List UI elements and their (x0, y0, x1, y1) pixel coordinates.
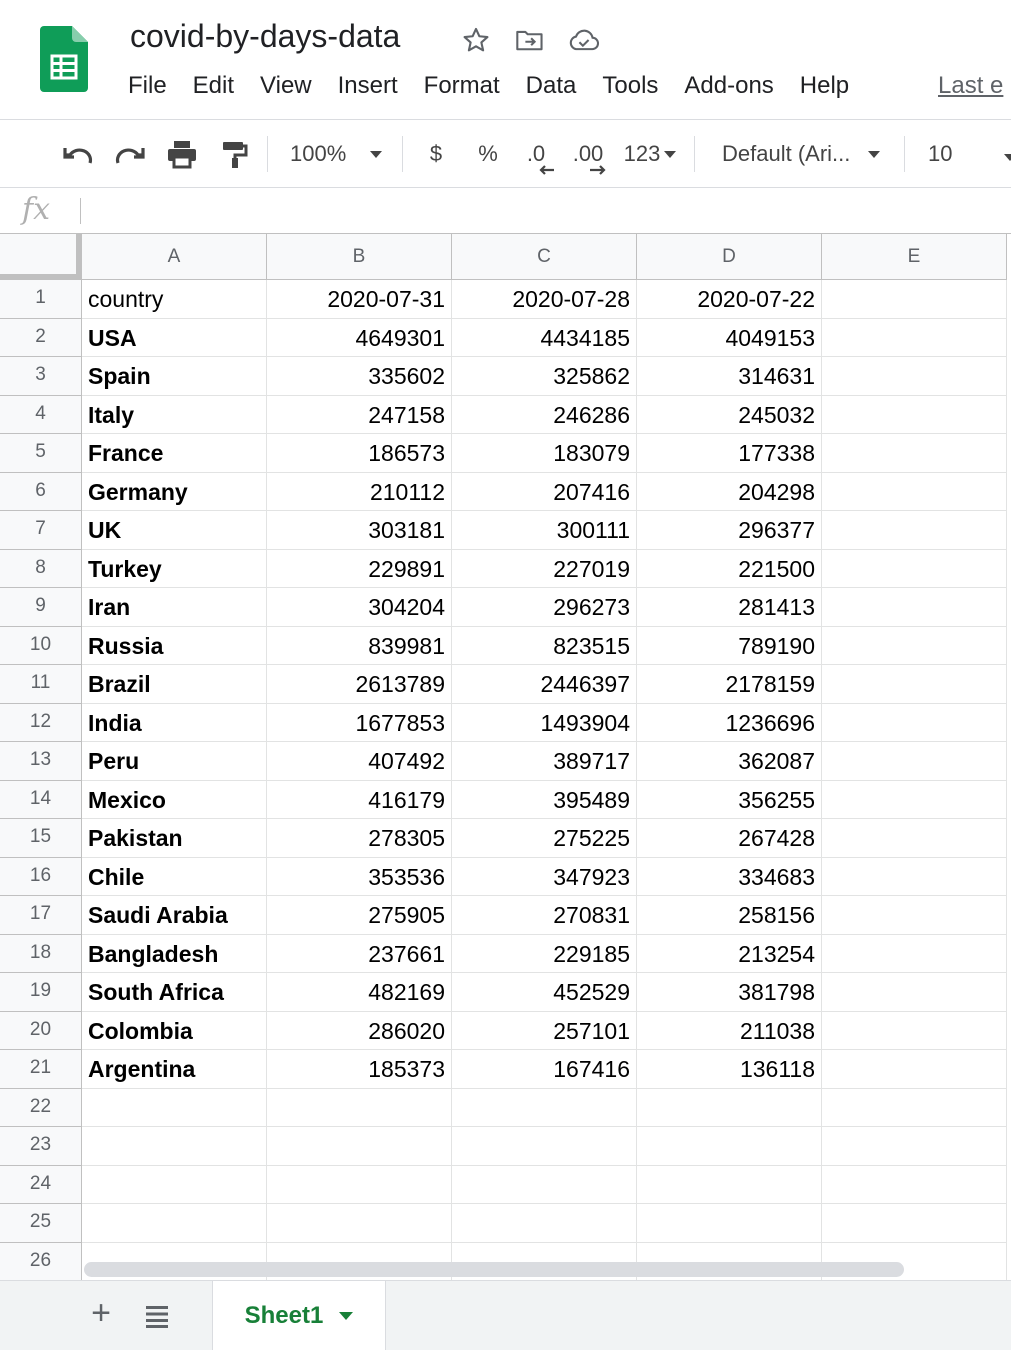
table-row (0, 511, 1011, 550)
font-size-select[interactable] (928, 134, 968, 174)
row-number[interactable]: 18 (0, 935, 82, 974)
table-row (0, 357, 1011, 396)
grid-cell[interactable]: 395489 (452, 781, 637, 820)
grid-cell[interactable]: 839981 (267, 627, 452, 666)
grid-cell[interactable]: Colombia (82, 1012, 267, 1051)
select-all-corner[interactable] (0, 234, 82, 280)
decrease-decimals-label: .0 (526, 141, 546, 166)
grid-cell[interactable]: 229891 (267, 550, 452, 589)
grid-cell[interactable]: Germany (82, 473, 267, 512)
grid-cell[interactable] (822, 781, 1007, 820)
zoom-select[interactable] (290, 134, 390, 174)
star-icon[interactable] (460, 24, 492, 56)
grid-cell[interactable]: 482169 (267, 973, 452, 1012)
grid-cell[interactable]: 2446397 (452, 665, 637, 704)
grid-cell[interactable]: 4434185 (452, 319, 637, 358)
grid-cell[interactable] (822, 588, 1007, 627)
grid-cell[interactable] (822, 1166, 1007, 1205)
row-number[interactable]: 22 (0, 1089, 82, 1128)
table-row (0, 1204, 1011, 1243)
column-header-e[interactable]: E (822, 234, 1007, 280)
grid-cell[interactable] (822, 896, 1007, 935)
grid-cell[interactable] (452, 1204, 637, 1243)
grid-cell[interactable]: 275905 (267, 896, 452, 935)
grid-cell[interactable]: UK (82, 511, 267, 550)
grid-cell[interactable]: South Africa (82, 973, 267, 1012)
undo-icon[interactable] (58, 134, 98, 174)
grid-cell[interactable]: 296273 (452, 588, 637, 627)
grid-cell[interactable]: 296377 (637, 511, 822, 550)
decrease-decimals-button[interactable] (516, 134, 556, 174)
document-title[interactable]: covid-by-days-data (130, 18, 401, 54)
grid-cell[interactable]: 353536 (267, 858, 452, 897)
grid-cell[interactable] (82, 1127, 267, 1166)
grid-cell[interactable]: 167416 (452, 1050, 637, 1089)
table-row (0, 588, 1011, 627)
chevron-down-icon[interactable] (339, 1312, 353, 1320)
grid-cell[interactable]: Argentina (82, 1050, 267, 1089)
row-number[interactable]: 4 (0, 396, 82, 435)
chevron-down-icon (370, 151, 382, 158)
grid-cell[interactable]: 213254 (637, 935, 822, 974)
table-row (0, 550, 1011, 589)
grid-cell[interactable]: 1493904 (452, 704, 637, 743)
grid-cell[interactable] (637, 1089, 822, 1128)
grid-cell[interactable]: 2613789 (267, 665, 452, 704)
grid-cell[interactable] (267, 1127, 452, 1166)
grid-cell[interactable] (822, 434, 1007, 473)
table-row (0, 819, 1011, 858)
grid-cell[interactable]: 270831 (452, 896, 637, 935)
grid-cell[interactable] (822, 550, 1007, 589)
grid-cell[interactable]: 823515 (452, 627, 637, 666)
table-row (0, 396, 1011, 435)
last-edit-link[interactable]: Last e (938, 72, 1004, 99)
grid-cell[interactable]: 258156 (637, 896, 822, 935)
row-number[interactable]: 14 (0, 781, 82, 820)
menu-addons[interactable]: Add-ons (684, 72, 774, 99)
row-number[interactable]: 25 (0, 1204, 82, 1243)
table-row (0, 280, 1011, 319)
row-number[interactable]: 3 (0, 357, 82, 396)
table-row (0, 1089, 1011, 1128)
table-row (0, 896, 1011, 935)
grid-cell[interactable] (822, 1089, 1007, 1128)
grid-cell[interactable] (452, 1127, 637, 1166)
move-to-folder-icon[interactable] (514, 24, 546, 56)
redo-icon[interactable] (110, 134, 150, 174)
grid-cell[interactable] (822, 319, 1007, 358)
grid-cell[interactable] (82, 1166, 267, 1205)
font-family-value: Default (Ari... (722, 141, 851, 166)
grid-cell[interactable]: 381798 (637, 973, 822, 1012)
grid-cell[interactable]: 221500 (637, 550, 822, 589)
grid-cell[interactable]: 2020-07-28 (452, 280, 637, 319)
grid-cell[interactable]: 257101 (452, 1012, 637, 1051)
grid-cell[interactable] (822, 1012, 1007, 1051)
sheets-logo-icon[interactable] (40, 26, 88, 92)
grid-cell[interactable] (452, 1166, 637, 1205)
grid-cell[interactable] (822, 357, 1007, 396)
row-number[interactable]: 7 (0, 511, 82, 550)
table-row (0, 704, 1011, 743)
menu-insert[interactable]: Insert (337, 72, 398, 99)
row-number[interactable]: 15 (0, 819, 82, 858)
menu-edit[interactable]: Edit (192, 72, 235, 99)
table-row (0, 1127, 1011, 1166)
grid-cell[interactable] (822, 280, 1007, 319)
currency-format-button[interactable]: $ (429, 141, 443, 166)
grid-cell[interactable]: 362087 (637, 742, 822, 781)
function-icon: fx (22, 192, 51, 227)
grid-cell[interactable] (637, 1166, 822, 1205)
grid-cell[interactable]: 407492 (267, 742, 452, 781)
menu-data[interactable]: Data (525, 72, 577, 99)
grid-cell[interactable] (822, 973, 1007, 1012)
grid-cell[interactable]: 314631 (637, 357, 822, 396)
chevron-down-icon[interactable] (1004, 154, 1011, 161)
grid-cell[interactable]: 4649301 (267, 319, 452, 358)
row-number[interactable]: 6 (0, 473, 82, 512)
row-number[interactable]: 5 (0, 434, 82, 473)
table-row (0, 1050, 1011, 1089)
row-number[interactable]: 17 (0, 896, 82, 935)
row-number[interactable]: 9 (0, 588, 82, 627)
table-row (0, 742, 1011, 781)
add-sheet-icon[interactable]: + (91, 1294, 111, 1332)
grid-cell[interactable]: 246286 (452, 396, 637, 435)
row-number[interactable]: 16 (0, 858, 82, 897)
grid-cell[interactable]: Saudi Arabia (82, 896, 267, 935)
chevron-down-icon (868, 151, 880, 158)
grid-cell[interactable]: 356255 (637, 781, 822, 820)
table-row (0, 627, 1011, 666)
grid-cell[interactable]: 278305 (267, 819, 452, 858)
all-sheets-list-icon[interactable] (144, 1303, 170, 1329)
zoom-value: 100% (290, 141, 347, 166)
increase-decimals-label: .00 (572, 141, 604, 166)
grid-cell[interactable]: 325862 (452, 357, 637, 396)
arrow-right-icon (589, 165, 607, 175)
grid-cell[interactable] (637, 1204, 822, 1243)
sheet-tab-sheet1[interactable] (212, 1281, 386, 1350)
grid-cell[interactable]: 335602 (267, 357, 452, 396)
grid-cell[interactable]: 4049153 (637, 319, 822, 358)
grid-cell[interactable]: 211038 (637, 1012, 822, 1051)
row-number[interactable]: 19 (0, 973, 82, 1012)
menu-help[interactable]: Help (799, 72, 850, 99)
grid-cell[interactable]: 452529 (452, 973, 637, 1012)
grid-cell[interactable] (822, 1127, 1007, 1166)
grid-cell[interactable]: 1677853 (267, 704, 452, 743)
grid-cell[interactable]: 347923 (452, 858, 637, 897)
grid-cell[interactable] (822, 1204, 1007, 1243)
row-number[interactable]: 13 (0, 742, 82, 781)
row-number[interactable]: 20 (0, 1012, 82, 1051)
grid-cell[interactable]: 237661 (267, 935, 452, 974)
toolbar-divider (694, 136, 695, 172)
row-number[interactable]: 10 (0, 627, 82, 666)
grid-cell[interactable]: Iran (82, 588, 267, 627)
grid-cell[interactable]: 2020-07-31 (267, 280, 452, 319)
toolbar-divider (267, 136, 268, 172)
table-row (0, 665, 1011, 704)
grid-cell[interactable] (267, 1166, 452, 1205)
column-headers (82, 234, 1007, 280)
grid-cell[interactable]: Peru (82, 742, 267, 781)
toolbar (0, 120, 1011, 188)
table-row (0, 434, 1011, 473)
grid-cell[interactable] (822, 511, 1007, 550)
grid-cell[interactable]: 389717 (452, 742, 637, 781)
grid-cell[interactable]: 229185 (452, 935, 637, 974)
font-family-select[interactable] (722, 134, 892, 174)
grid-cell[interactable]: Brazil (82, 665, 267, 704)
grid-cell[interactable]: 275225 (452, 819, 637, 858)
grid-cell[interactable]: 281413 (637, 588, 822, 627)
column-header-b[interactable]: B (267, 234, 452, 280)
table-row (0, 1166, 1011, 1205)
grid-cell[interactable]: 300111 (452, 511, 637, 550)
grid-cell[interactable] (267, 1089, 452, 1128)
grid-cell[interactable]: 186573 (267, 434, 452, 473)
grid-cell[interactable]: 207416 (452, 473, 637, 512)
grid-cell[interactable]: 2020-07-22 (637, 280, 822, 319)
chevron-down-icon (664, 151, 676, 158)
formula-bar-divider (80, 198, 81, 224)
grid-cell[interactable]: 245032 (637, 396, 822, 435)
row-number[interactable]: 11 (0, 665, 82, 704)
row-number[interactable]: 26 (0, 1243, 82, 1281)
grid-cell[interactable]: 247158 (267, 396, 452, 435)
grid-cell[interactable]: 210112 (267, 473, 452, 512)
grid-cell[interactable]: Bangladesh (82, 935, 267, 974)
grid-cell[interactable]: Italy (82, 396, 267, 435)
grid-cell[interactable] (822, 858, 1007, 897)
grid-cell[interactable]: 2178159 (637, 665, 822, 704)
row-number[interactable]: 21 (0, 1050, 82, 1089)
grid-cell[interactable]: Pakistan (82, 819, 267, 858)
font-size-value: 10 (928, 141, 953, 166)
column-header-d[interactable]: D (637, 234, 822, 280)
menu-view[interactable]: View (260, 72, 312, 99)
grid-cell[interactable] (82, 1204, 267, 1243)
menu-file[interactable]: File (128, 72, 167, 99)
row-number[interactable]: 8 (0, 550, 82, 589)
sheet-tab-label: Sheet1 (244, 1302, 324, 1329)
table-row (0, 1012, 1011, 1051)
grid-cell[interactable]: India (82, 704, 267, 743)
arrow-left-icon (539, 165, 555, 175)
grid-cell[interactable] (822, 396, 1007, 435)
spreadsheet-grid[interactable] (0, 234, 1011, 1280)
column-header-c[interactable]: C (452, 234, 637, 280)
grid-cell[interactable]: 416179 (267, 781, 452, 820)
more-formats-label: 123 (623, 141, 661, 166)
row-number[interactable]: 24 (0, 1166, 82, 1205)
grid-cell[interactable]: Russia (82, 627, 267, 666)
grid-cell[interactable]: 334683 (637, 858, 822, 897)
grid-cell[interactable]: 1236696 (637, 704, 822, 743)
grid-cell[interactable] (637, 1127, 822, 1166)
sheet-tabs-bar (0, 1280, 1011, 1350)
grid-cell[interactable] (822, 935, 1007, 974)
menu-bar (128, 72, 875, 100)
more-formats-button[interactable] (618, 134, 682, 174)
percent-format-button[interactable]: % (478, 141, 498, 166)
horizontal-scrollbar[interactable] (84, 1262, 904, 1277)
grid-cell[interactable]: 204298 (637, 473, 822, 512)
table-row (0, 935, 1011, 974)
grid-cell[interactable]: 303181 (267, 511, 452, 550)
grid-cell[interactable] (82, 1089, 267, 1128)
grid-cell[interactable]: 227019 (452, 550, 637, 589)
table-row (0, 319, 1011, 358)
grid-cell[interactable] (452, 1089, 637, 1128)
title-icons (460, 24, 600, 56)
grid-cell[interactable] (822, 1050, 1007, 1089)
table-row (0, 473, 1011, 512)
table-row (0, 858, 1011, 897)
row-number[interactable]: 1 (0, 280, 82, 319)
grid-cell[interactable] (822, 627, 1007, 666)
cloud-status-icon[interactable] (568, 24, 600, 56)
column-header-a[interactable]: A (82, 234, 267, 280)
grid-cell[interactable]: country (82, 280, 267, 319)
grid-cell[interactable] (822, 819, 1007, 858)
grid-cell[interactable] (822, 473, 1007, 512)
grid-cell[interactable]: 789190 (637, 627, 822, 666)
table-row (0, 973, 1011, 1012)
grid-cell[interactable] (267, 1204, 452, 1243)
print-icon[interactable] (162, 134, 202, 174)
paint-format-icon[interactable] (214, 134, 254, 174)
grid-cell[interactable]: 177338 (637, 434, 822, 473)
grid-cell[interactable]: USA (82, 319, 267, 358)
increase-decimals-button[interactable] (566, 134, 610, 174)
grid-cell[interactable]: Spain (82, 357, 267, 396)
grid-cell[interactable]: France (82, 434, 267, 473)
toolbar-divider (402, 136, 403, 172)
toolbar-divider (904, 136, 905, 172)
grid-cell[interactable]: Chile (82, 858, 267, 897)
row-number[interactable]: 2 (0, 319, 82, 358)
menu-tools[interactable]: Tools (602, 72, 659, 99)
grid-cell[interactable]: 136118 (637, 1050, 822, 1089)
grid-cell[interactable]: Turkey (82, 550, 267, 589)
grid-cell[interactable]: 286020 (267, 1012, 452, 1051)
formula-bar (0, 188, 1011, 234)
grid-cell[interactable] (822, 742, 1007, 781)
formula-input[interactable] (92, 198, 992, 226)
grid-cell[interactable] (822, 704, 1007, 743)
row-number[interactable]: 12 (0, 704, 82, 743)
row-number[interactable]: 23 (0, 1127, 82, 1166)
grid-cell[interactable]: Mexico (82, 781, 267, 820)
grid-cell[interactable]: 183079 (452, 434, 637, 473)
grid-cell[interactable]: 185373 (267, 1050, 452, 1089)
grid-cell[interactable]: 267428 (637, 819, 822, 858)
table-row (0, 781, 1011, 820)
grid-cell[interactable] (822, 665, 1007, 704)
app-header (0, 0, 1011, 120)
menu-format[interactable]: Format (423, 72, 500, 99)
grid-cell[interactable]: 304204 (267, 588, 452, 627)
